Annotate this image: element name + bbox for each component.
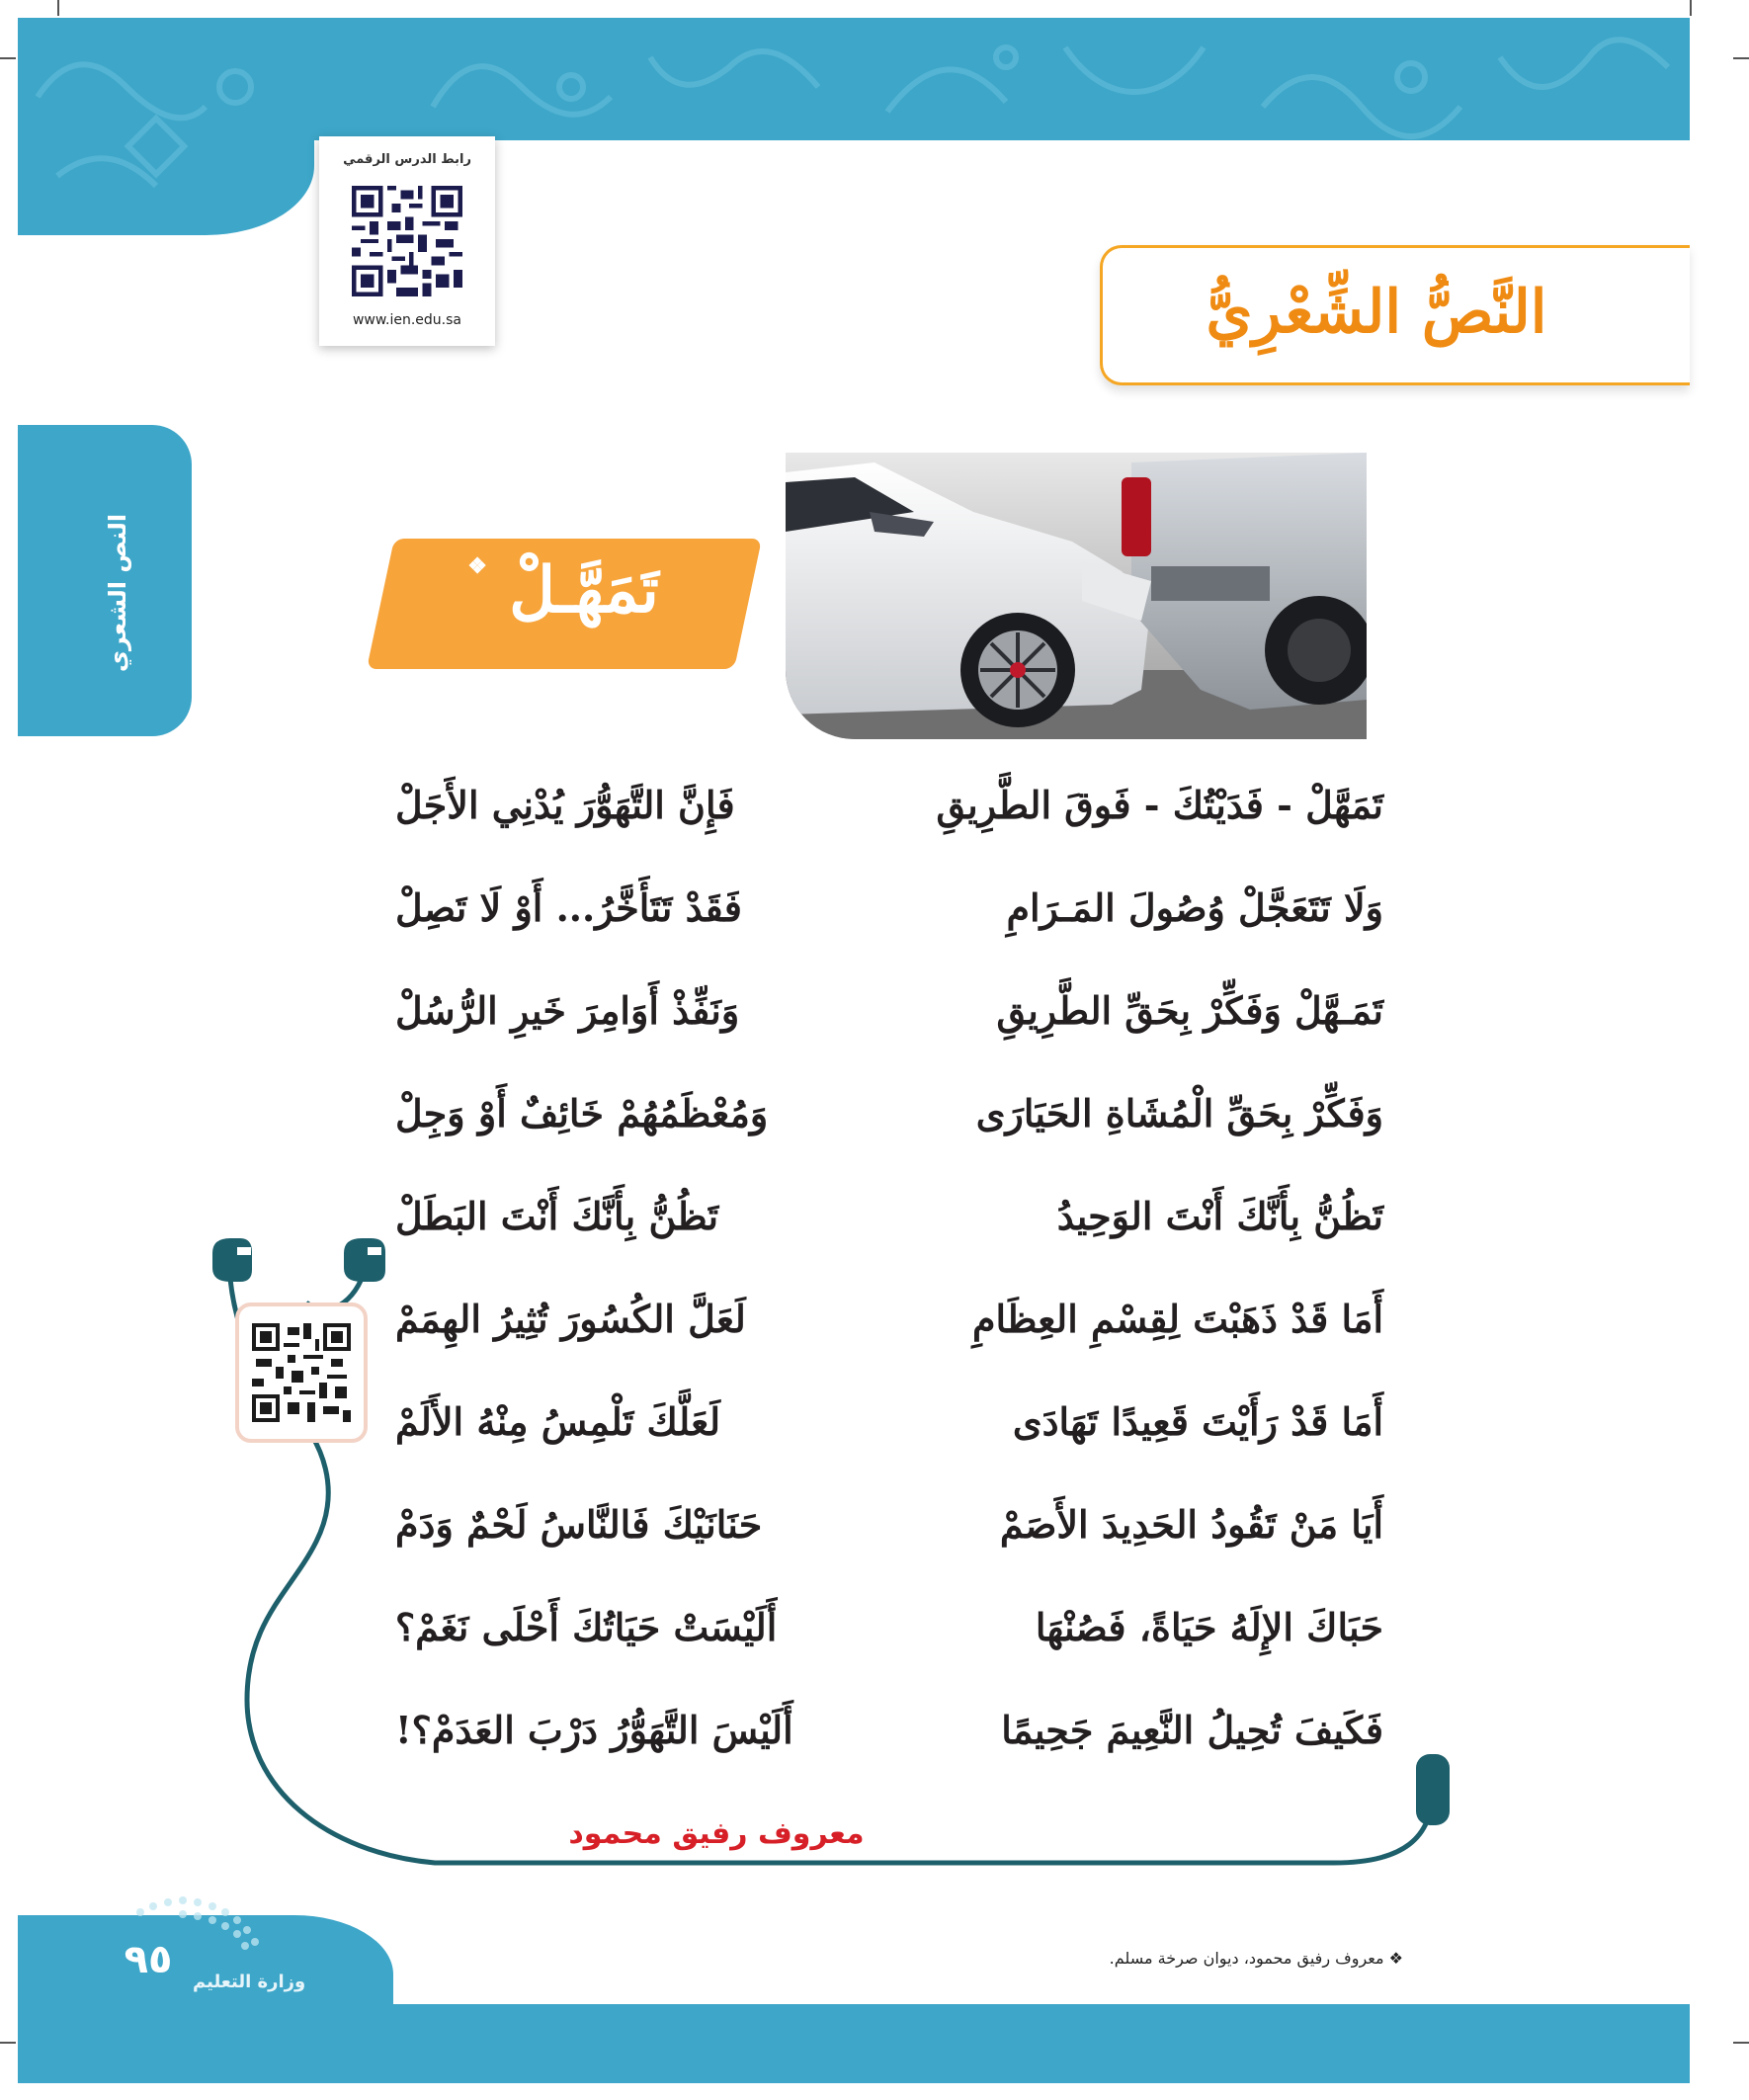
- audio-qr-card[interactable]: [235, 1302, 368, 1443]
- section-title: النَّصُّ الشِّعْرِيُّ: [1206, 278, 1547, 347]
- verse-first-half: أَمَا قَدْ رَأَيْتَ قَعِيدًا تَهَادَى: [1012, 1399, 1383, 1444]
- verse-second-half: تَظُنُّ بِأَنَّكَ أَنْتَ البَطَلْ: [395, 1194, 719, 1238]
- poem-verse: [395, 1605, 1383, 1664]
- crop-mark: [0, 57, 16, 59]
- verse-second-half: أَلَيْسَتْ حَيَاتُكَ أَحْلَى نَغَمْ؟: [395, 1605, 778, 1649]
- verse-first-half: وَلَا تَتَعَجَّلْ وُصُولَ المَـرَامِ: [1006, 885, 1383, 930]
- crop-mark: [1690, 0, 1692, 16]
- page-number: ٩٥: [124, 1937, 173, 1982]
- verse-first-half: تَمَهَّلْ - فَدَيْتُكَ - فَوقَ الطَّرِيقِ: [936, 783, 1383, 827]
- left-decorative-strip: [18, 18, 314, 235]
- ministry-name: وزارة التعليم: [193, 1972, 306, 1992]
- verse-second-half: فَقَدْ تَتَأَخَّرُ... أَوْ لَا تَصِلْ: [395, 885, 742, 930]
- car-crash-illustration: [786, 453, 1367, 739]
- verse-first-half: تَظُنُّ بِأَنَّكَ أَنْتَ الوَحِيدُ: [1056, 1194, 1383, 1238]
- crop-mark: [1733, 57, 1749, 59]
- verse-second-half: وَمُعْظَمُهُمْ خَائِفٌ أَوْ وَجِلْ: [395, 1091, 769, 1135]
- website-url[interactable]: www.ien.edu.sa: [352, 312, 462, 328]
- side-chapter-label: النص الشعري: [104, 513, 131, 673]
- verse-first-half: حَبَاكَ الإِلَهُ حَيَاةً، فَصُنْهَا: [1035, 1605, 1383, 1649]
- poem-verse: [395, 1399, 1383, 1459]
- verse-first-half: تَمَـهَّلْ وَفَكِّرْ بِحَقِّ الطَّرِيقِ: [996, 988, 1383, 1033]
- crop-mark: [1733, 2042, 1749, 2044]
- footnote-mark: ❖: [467, 553, 487, 579]
- verse-second-half: لَعَلَّ الكُسُورَ تُثِيرُ الهِمَمْ: [395, 1297, 746, 1341]
- section-title-box: [1100, 245, 1690, 385]
- poem-verse: [395, 1502, 1383, 1561]
- verse-first-half: أَمَا قَدْ ذَهَبْتَ لِقِسْمِ العِظَامِ: [972, 1297, 1383, 1341]
- poem-verse: [395, 1708, 1383, 1767]
- qr-code-icon[interactable]: [352, 186, 462, 296]
- verse-first-half: فَكَيفَ تُحِيلُ النَّعِيمَ جَحِيمًا: [1001, 1708, 1383, 1752]
- poem-verse: [395, 885, 1383, 945]
- poem-verse: [395, 1091, 1383, 1150]
- verse-first-half: وَفَكِّرْ بِحَقِّ الْمُشَاةِ الحَيَارَى: [975, 1091, 1383, 1135]
- footnote: ❖ معروف رفيق محمود، ديوان صرخة مسلم.: [1109, 1949, 1403, 1968]
- poem-verse: [395, 1194, 1383, 1253]
- poem-title: [425, 553, 702, 628]
- verse-second-half: لَعَلَّكَ تَلْمِسُ مِنْهُ الأَلَمْ: [395, 1399, 721, 1444]
- digital-lesson-card[interactable]: [319, 136, 495, 346]
- verse-second-half: فَإِنَّ التَّهَوُّرَ يُدْنِي الأَجَلْ: [395, 783, 735, 827]
- verse-second-half: وَنَفِّذْ أَوَامِرَ خَيرِ الرُّسُلْ: [395, 988, 740, 1033]
- verse-first-half: أَيَا مَنْ تَقُودُ الحَدِيدَ الأَصَمْ: [999, 1502, 1383, 1547]
- verse-second-half: أَلَيْسَ التَّهَوُّرُ دَرْبَ العَدَمْ؟!: [395, 1708, 793, 1752]
- crop-mark: [0, 2042, 16, 2044]
- calligraphy-pattern: [18, 18, 314, 235]
- poet-name: معروف رفيق محمود: [568, 1816, 865, 1851]
- poem-verse: [395, 783, 1383, 842]
- digital-lesson-label: رابط الدرس الرقمي: [343, 152, 471, 167]
- verse-second-half: حَنَانَيْكَ فَالنَّاسُ لَحْمٌ وَدَمْ: [395, 1502, 763, 1547]
- poem-title-text: تَمَهَّـلْ: [509, 553, 659, 628]
- car-crash-image: [786, 453, 1367, 739]
- qr-code-icon[interactable]: [252, 1322, 351, 1423]
- poem-verse: [395, 988, 1383, 1048]
- crop-mark: [57, 0, 59, 16]
- poem-verse: [395, 1297, 1383, 1356]
